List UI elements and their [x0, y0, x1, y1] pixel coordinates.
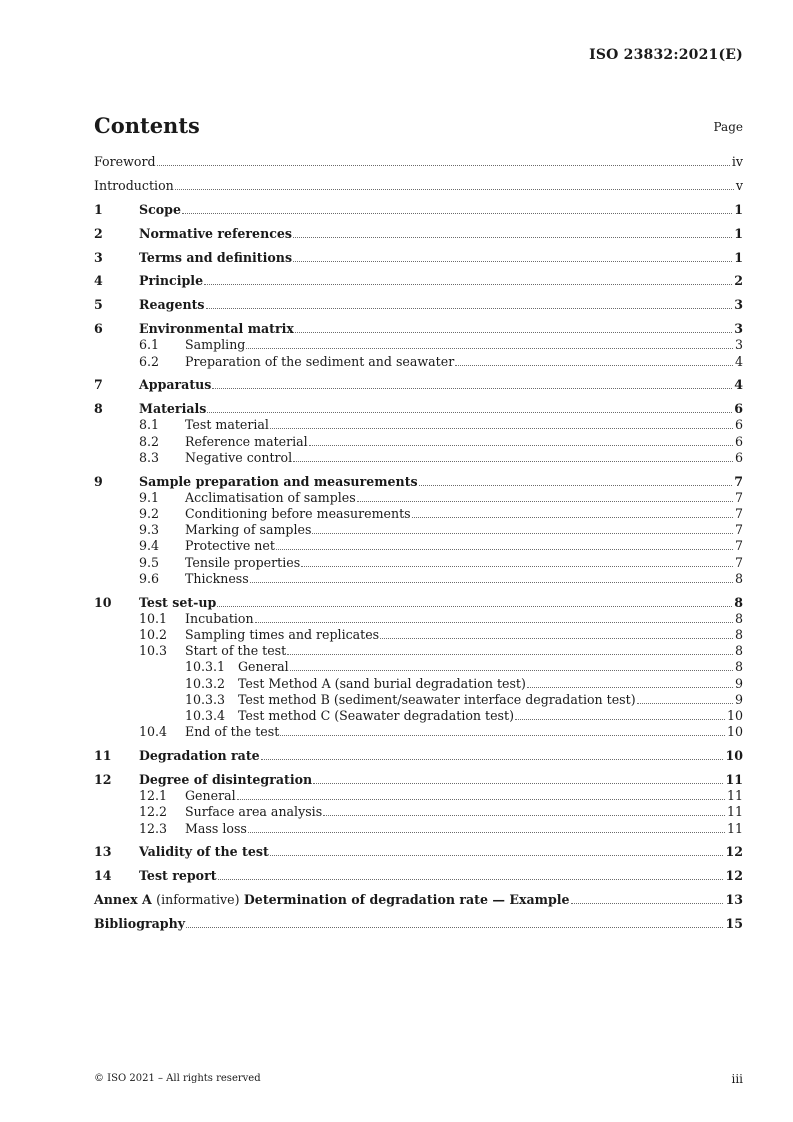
dot-leader: [261, 748, 724, 760]
toc-entry-label: Sampling times and replicates: [185, 627, 380, 643]
toc-entry-page: 6: [734, 433, 743, 449]
toc-entry[interactable]: [94, 506, 743, 522]
toc-entry[interactable]: [94, 788, 743, 804]
toc-entry-number: 8: [94, 401, 103, 417]
toc-entry-label: Degree of disintegration: [139, 771, 313, 787]
toc-entry-page: 10: [725, 748, 743, 764]
toc-entry-number: 2: [94, 225, 103, 241]
dot-leader: [217, 595, 732, 607]
toc-entry[interactable]: [94, 804, 743, 820]
annex-title: Determination of degradation rate — Example: [243, 892, 570, 908]
toc-entry-label: Negative control: [185, 449, 293, 465]
toc-entry-label: Preparation of the sediment and seawater: [185, 353, 455, 369]
document-id: ISO 23832:2021(E): [589, 47, 743, 63]
toc-entry-number: 10.2: [139, 627, 168, 643]
toc-entry-page: 12: [725, 868, 743, 884]
toc-entry-page: 8: [734, 643, 743, 659]
dot-leader: [280, 724, 725, 736]
dot-leader: [312, 522, 733, 534]
toc-entry-label: Apparatus: [139, 377, 212, 393]
toc-entry[interactable]: [94, 178, 743, 194]
toc-entry[interactable]: [94, 538, 743, 554]
dot-leader: [293, 226, 732, 238]
toc-entry-number: 9.6: [139, 570, 160, 586]
toc-entry-page: 6: [734, 417, 743, 433]
toc-entry-page: 10: [726, 724, 743, 740]
dot-leader: [293, 450, 733, 462]
toc-entry[interactable]: [94, 571, 743, 587]
toc-entry[interactable]: [94, 522, 743, 538]
dot-leader: [157, 154, 730, 166]
toc-entry-number: 12.3: [139, 820, 168, 836]
dot-leader: [295, 321, 732, 333]
toc-entry-page: 7: [734, 538, 743, 554]
dot-leader: [250, 571, 733, 583]
toc-entry[interactable]: [94, 676, 743, 692]
toc-entry-page: 3: [734, 337, 743, 353]
toc-entry-number: 6.1: [139, 337, 160, 353]
toc-entry-number: 13: [94, 844, 112, 860]
dot-leader: [419, 474, 733, 486]
toc-entry-label: Validity of the test: [139, 844, 269, 860]
toc-entry-page: 7: [734, 554, 743, 570]
toc-entry[interactable]: [94, 611, 743, 627]
toc-entry[interactable]: [94, 724, 743, 740]
dot-leader: [207, 401, 732, 413]
toc-entry-page: 9: [734, 691, 743, 707]
dot-leader: [182, 202, 732, 214]
toc-entry-label: Tensile properties: [185, 554, 301, 570]
toc-entry[interactable]: [94, 321, 743, 337]
toc-entry-number: 9.3: [139, 522, 160, 538]
toc-entry-page: 8: [734, 594, 743, 610]
dot-leader: [293, 250, 732, 262]
toc-entry-page: 8: [734, 570, 743, 586]
dot-leader: [218, 868, 724, 880]
toc-entry-label: Test set-up: [139, 594, 217, 610]
page-number: iii: [731, 1072, 743, 1086]
toc-entry-page: 2: [734, 273, 743, 289]
toc-entry-number: 3: [94, 249, 103, 265]
toc-entry[interactable]: [94, 297, 743, 313]
toc-entry-number: 9.4: [139, 538, 160, 554]
toc-entry-page: 4: [734, 377, 743, 393]
toc-entry-bibliography[interactable]: [94, 916, 743, 932]
dot-leader: [237, 788, 725, 800]
dot-leader: [455, 354, 733, 366]
toc-entry[interactable]: [94, 692, 743, 708]
toc-entry[interactable]: [94, 708, 743, 724]
toc-entry-number: 8.3: [139, 449, 160, 465]
dot-leader: [571, 892, 724, 904]
toc-entry-label: Scope: [139, 201, 181, 217]
dot-leader: [175, 178, 734, 190]
table-of-contents: [94, 154, 743, 932]
toc-entry-page: 8: [734, 610, 743, 626]
dot-leader: [515, 708, 725, 720]
toc-entry-number: 12.2: [139, 804, 168, 820]
toc-entry-label: Marking of samples: [185, 522, 312, 538]
dot-leader: [248, 821, 725, 833]
dot-leader: [380, 627, 733, 639]
toc-entry[interactable]: [94, 555, 743, 571]
toc-entry-page: 11: [726, 804, 743, 820]
toc-entry-page: 11: [726, 820, 743, 836]
contents-header: [94, 112, 743, 138]
toc-entry-number: 10.3.1: [185, 659, 226, 675]
toc-entry[interactable]: [94, 490, 743, 506]
toc-entry-number: 1: [94, 201, 103, 217]
toc-entry-number: 12: [94, 771, 112, 787]
toc-entry-label: Bibliography: [94, 916, 186, 931]
toc-entry-label: Test method C (Seawater degradation test): [238, 708, 514, 723]
dot-leader: [255, 611, 733, 623]
toc-entry-page: 1: [734, 249, 743, 265]
toc-entry-label: General: [185, 788, 236, 804]
toc-entry-page: 3: [734, 297, 743, 313]
toc-entry-page: 9: [734, 675, 743, 691]
toc-entry-label: Protective net: [185, 538, 275, 554]
toc-entry-label: Degradation rate: [139, 748, 260, 764]
toc-entry-number: 8.2: [139, 433, 160, 449]
toc-entry[interactable]: [94, 821, 743, 837]
toc-entry-number: 6: [94, 321, 103, 337]
toc-entry[interactable]: [94, 250, 743, 266]
toc-entry-label: Start of the test: [185, 643, 287, 659]
toc-entry-number: 10.1: [139, 610, 168, 626]
dot-leader: [290, 659, 733, 671]
toc-entry-number: 5: [94, 297, 103, 313]
toc-entry-label: General: [238, 659, 289, 675]
toc-entry-label: End of the test: [185, 724, 280, 740]
toc-entry[interactable]: [94, 643, 743, 659]
dot-leader: [357, 490, 733, 502]
toc-entry-label: Test Method A (sand burial degradation test): [238, 675, 526, 691]
toc-entry-label: Materials: [139, 401, 207, 417]
dot-leader: [412, 506, 733, 518]
toc-entry-page: 10: [726, 708, 743, 723]
toc-entry-page: v: [735, 177, 743, 193]
toc-entry-label: Environmental matrix: [139, 321, 294, 337]
toc-entry[interactable]: [94, 354, 743, 370]
dot-leader: [313, 772, 723, 784]
toc-entry[interactable]: [94, 417, 743, 433]
toc-entry-label: Incubation: [185, 610, 254, 626]
toc-entry-page: 7: [734, 489, 743, 505]
toc-entry-label: Foreword: [94, 154, 156, 169]
toc-entry-number: 9.1: [139, 489, 160, 505]
toc-entry-label: Sample preparation and measurements: [139, 473, 418, 489]
toc-entry-label: Principle: [139, 273, 204, 289]
toc-entry-page: 8: [734, 659, 743, 675]
toc-entry-page: 12: [725, 844, 743, 860]
copyright-notice: © ISO 2021 – All rights reserved: [94, 1073, 261, 1084]
dot-leader: [204, 273, 732, 285]
toc-entry-page: 6: [734, 401, 743, 417]
toc-entry-number: 8.1: [139, 417, 160, 433]
contents-title: Contents: [94, 113, 200, 138]
toc-entry[interactable]: [94, 627, 743, 643]
toc-entry-label: Sampling: [185, 337, 246, 353]
toc-entry[interactable]: [94, 450, 743, 466]
toc-entry-number: 4: [94, 273, 103, 289]
toc-entry[interactable]: [94, 844, 743, 860]
dot-leader: [246, 337, 733, 349]
toc-entry[interactable]: [94, 226, 743, 242]
dot-leader: [276, 538, 733, 550]
toc-entry-label: Mass loss: [185, 820, 247, 836]
toc-entry-label: Test report: [139, 868, 217, 884]
toc-entry-number: 14: [94, 868, 112, 884]
dot-leader: [206, 297, 733, 309]
toc-entry[interactable]: [94, 434, 743, 450]
toc-entry-number: 10.3.3: [185, 691, 226, 707]
toc-entry-number: 6.2: [139, 353, 160, 369]
toc-entry-page: iv: [731, 154, 743, 169]
toc-entry[interactable]: [94, 377, 743, 393]
annex-prefix: Annex A: [94, 892, 152, 908]
toc-entry-page: 8: [734, 627, 743, 643]
toc-entry-page: 15: [725, 916, 743, 931]
dot-leader: [309, 434, 733, 446]
toc-entry-page: 11: [726, 788, 743, 804]
toc-entry-number: 9: [94, 473, 103, 489]
toc-entry[interactable]: [94, 595, 743, 611]
toc-entry[interactable]: [94, 474, 743, 490]
dot-leader: [287, 643, 733, 655]
toc-entry-number: 7: [94, 377, 103, 393]
toc-entry[interactable]: [94, 202, 743, 218]
toc-entry-number: 9.2: [139, 506, 160, 522]
toc-entry-page: 3: [734, 321, 743, 337]
toc-entry-page: 7: [734, 506, 743, 522]
toc-entry-page: 7: [734, 522, 743, 538]
toc-entry-page: 7: [734, 473, 743, 489]
toc-entry-number: 10.3.4: [185, 708, 226, 723]
toc-entry[interactable]: [94, 659, 743, 675]
dot-leader: [270, 417, 733, 429]
toc-entry-number: 10.3.2: [185, 675, 226, 691]
toc-entry-number: 9.5: [139, 554, 160, 570]
dot-leader: [186, 916, 723, 928]
toc-entry-annex[interactable]: [94, 892, 743, 908]
dot-leader: [323, 804, 725, 816]
toc-entry-label: Reagents: [139, 297, 205, 313]
toc-entry-label: Acclimatisation of samples: [185, 489, 356, 505]
toc-entry-label: Introduction: [94, 177, 174, 193]
toc-entry-number: 10: [94, 594, 112, 610]
dot-leader: [637, 692, 733, 704]
toc-entry[interactable]: [94, 748, 743, 764]
toc-entry-label: Terms and definitions: [139, 249, 293, 265]
toc-entry-label: Normative references: [139, 225, 293, 241]
toc-entry[interactable]: [94, 868, 743, 884]
toc-entry-number: 10.3: [139, 643, 168, 659]
toc-entry-label: Test method B (sediment/seawater interface degradation test): [238, 691, 636, 707]
toc-entry[interactable]: [94, 401, 743, 417]
toc-entry-page: 6: [734, 449, 743, 465]
toc-entry[interactable]: [94, 273, 743, 289]
dot-leader: [301, 555, 733, 567]
dot-leader: [527, 676, 733, 688]
dot-leader: [212, 377, 732, 389]
toc-entry-page: 1: [734, 201, 743, 217]
toc-entry-number: 11: [94, 748, 112, 764]
toc-entry-page: 1: [734, 225, 743, 241]
toc-entry[interactable]: [94, 154, 743, 170]
toc-entry-label: Surface area analysis: [185, 804, 323, 820]
annex-type: (informative): [156, 892, 240, 908]
toc-entry-label: Reference material: [185, 433, 308, 449]
toc-entry-page: 13: [725, 892, 743, 908]
page-column-label: Page: [713, 120, 743, 134]
toc-entry-page: 11: [725, 771, 743, 787]
toc-entry-label: Conditioning before measurements: [185, 506, 411, 522]
toc-entry-page: 4: [734, 353, 743, 369]
toc-entry[interactable]: [94, 772, 743, 788]
toc-entry-label: [94, 892, 570, 908]
toc-entry-number: 12.1: [139, 788, 168, 804]
toc-entry-number: 10.4: [139, 724, 168, 740]
dot-leader: [270, 844, 724, 856]
toc-entry-label: Thickness: [185, 570, 249, 586]
toc-entry-label: Test material: [185, 417, 269, 433]
toc-entry[interactable]: [94, 337, 743, 353]
